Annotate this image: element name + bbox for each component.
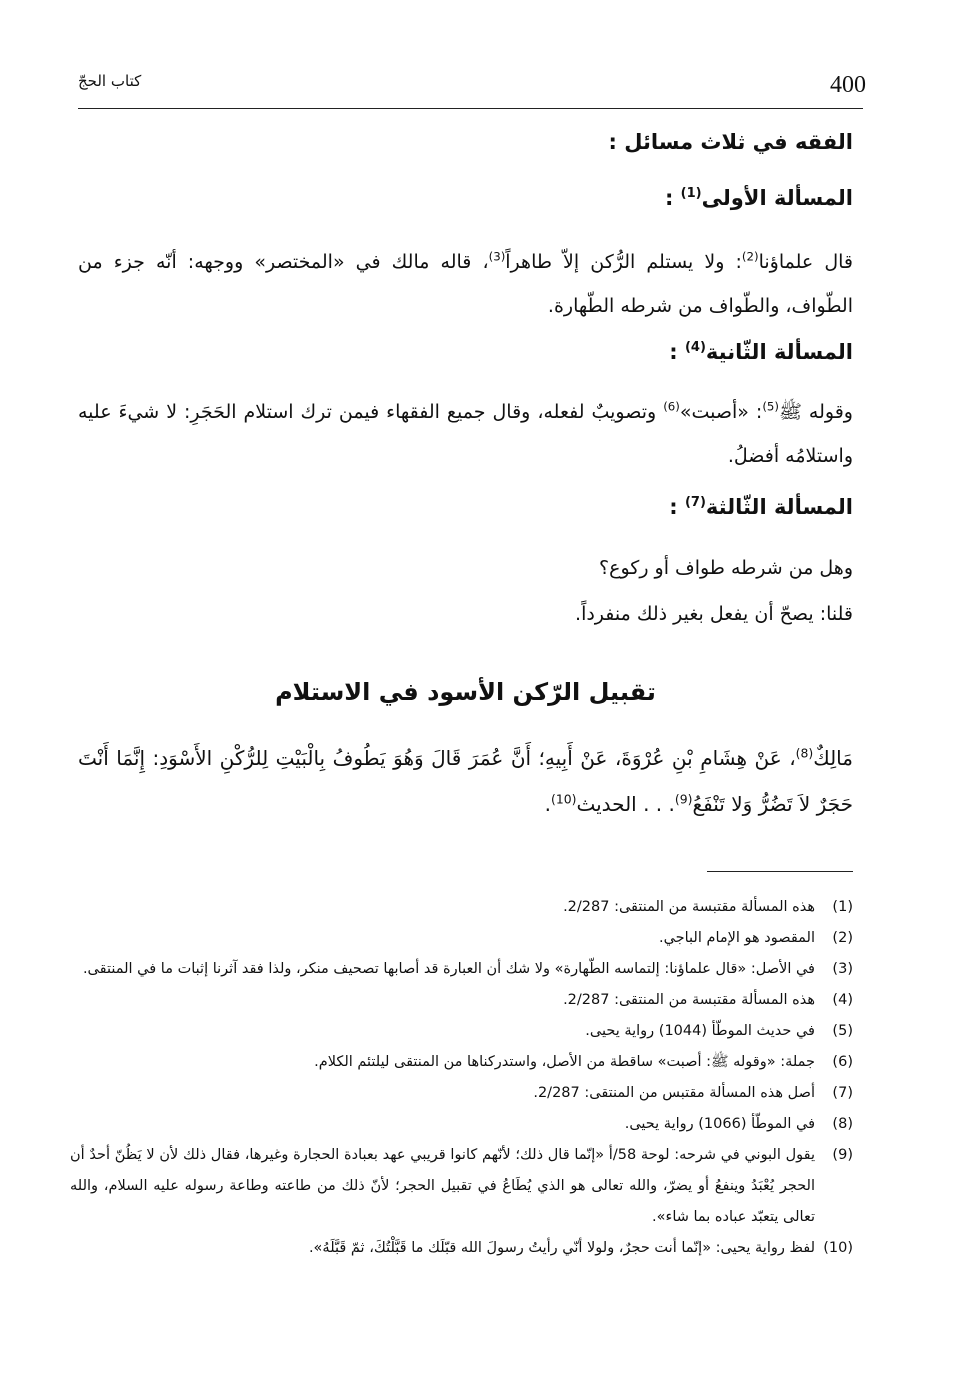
footnote-ref: (9) <box>674 791 693 807</box>
footnote-text: لفظ رواية يحيى: «إنّما أنت حجرٌ، ولولا أنّي رأيتُ رسولَ الله قبّلَك ما قَبَّلْتُكَ، ثمّ قَبَّلَهُ». <box>308 1240 815 1256</box>
footnote-number: (1) <box>832 899 853 915</box>
paragraph-text: وقوله ﷺ <box>779 401 853 423</box>
footnote-item <box>70 1047 853 1078</box>
footnote-item <box>70 1109 853 1140</box>
question-3-line <box>78 557 853 579</box>
footnote-item <box>70 985 853 1016</box>
question-2-heading <box>78 340 853 364</box>
footnote-number: (6) <box>832 1054 853 1070</box>
section-heading <box>78 130 853 154</box>
chapter-title-text: تقبيل الرّكن الأسود في الاستلام <box>275 678 656 706</box>
heading-colon: : <box>664 186 681 210</box>
footnote-item <box>70 1078 853 1109</box>
footnote-item <box>70 923 853 954</box>
header-rule <box>78 108 863 109</box>
footnote-number: (2) <box>832 930 853 946</box>
answer-line <box>78 603 853 625</box>
footnote-ref: (10) <box>551 791 577 807</box>
footnote-number: (4) <box>832 992 853 1008</box>
footnote-ref: (8) <box>795 745 814 761</box>
question-3-title: المسألة الثّالثة <box>705 495 853 519</box>
paragraph-text: وهل من شرطه طواف أو ركوع؟ <box>599 557 853 579</box>
question-1-paragraph <box>78 240 853 328</box>
footnote-text: هذه المسألة مقتبسة من المنتقى: 2/287. <box>563 899 815 915</box>
footnote-number: (9) <box>832 1147 853 1163</box>
footnotes <box>70 892 853 1264</box>
footnote-ref: (1) <box>680 186 702 201</box>
hadith-body: . <box>544 792 551 816</box>
section-heading-text: الفقه في ثلاث مسائل : <box>608 130 853 154</box>
hadith-body: ، عَنْ هِشَامِ بْنِ عُرْوَةَ، عَنْ أَبِيهِ؛ أَنَّ عُمَرَ قَالَ وَهُوَ يَطُوفُ بِالْبَيْتِ لِلرُّكْنِ الأَسْوَدِ: إِنَّمَا أَنْتَ حَجَرٌ لاَ تَضُرُّ وَلا تَنْفَعُ <box>78 746 853 816</box>
chapter-title <box>78 678 853 706</box>
paragraph-text: ، قاله مالك في «المختصر» ووجهه: أنّه جزء من الطّواف، والطّواف من شرطه الطّهارة. <box>78 251 853 317</box>
footnote-text: في الموطّأ (1066) رواية يحيى. <box>624 1116 815 1132</box>
paragraph-text: قال علماؤنا <box>758 251 853 273</box>
heading-colon: : <box>669 340 685 364</box>
footnote-text: في الأصل: «قال علماؤنا: إلتماسه الطّهارة» ولا شك أن العبارة قد أصابها تصحيف منكر، ولذا فقد آثرنا إثبات ما في المنتقى. <box>82 961 815 977</box>
page-header <box>78 62 866 108</box>
hadith-text <box>78 735 853 827</box>
footnote-text: المقصود هو الإمام الباجي. <box>658 930 815 946</box>
footnote-ref: (4) <box>684 340 706 355</box>
footnote-ref: (3) <box>488 249 506 264</box>
footnote-text: هذه المسألة مقتبسة من المنتقى: 2/287. <box>563 992 815 1008</box>
footnote-rule <box>707 871 853 872</box>
footnote-number: (8) <box>832 1116 853 1132</box>
footnote-text: يقول البوني في شرحه: لوحة 58/أ «إنّما قال ذلك؛ لأنّهم كانوا قريبي عهد بعبادة الحجارة وغيرها، فقال ذلك لأن لا يَظُنّ أحدٌ أن الحجر يُعْبَدُ وينفعُ أو يضرّ، والله تعالى هو الذي يُطَاعُ في تقبيل الحجر؛ لأنّ ذلك من طاعته وطاعة رسوله عليه السلام، والله تعالى يتعبّد عباده بما شاء». <box>70 1147 815 1225</box>
question-3-heading <box>78 495 853 519</box>
narrator-name: مَالِكٌ <box>813 746 853 770</box>
footnote-item <box>70 954 853 985</box>
paragraph-text: : «أصبت» <box>679 401 763 423</box>
question-2-title: المسألة الثّانية <box>705 340 853 364</box>
footnote-ref: (7) <box>684 495 706 510</box>
paragraph-text: وتصويبٌ لفعله، وقال جميع الفقهاء فيمن ترك استلام الحَجَرِ: لا شيءَ عليه واستلامُه أفضلُ. <box>78 401 853 467</box>
footnote-text: في حديث الموطّأ (1044) رواية يحيى. <box>585 1023 815 1039</box>
footnote-text: أصل هذه المسألة مقتبس من المنتقى: 2/287. <box>533 1085 815 1101</box>
footnote-number: (5) <box>832 1023 853 1039</box>
footnote-ref: (5) <box>762 399 779 414</box>
question-1-heading <box>78 186 853 210</box>
footnote-number: (10) <box>823 1240 853 1256</box>
question-1-title: المسألة الأولى <box>701 186 853 210</box>
footnote-item <box>70 1233 853 1264</box>
footnote-number: (7) <box>832 1085 853 1101</box>
footnote-ref: (2) <box>741 249 759 264</box>
paragraph-text: قلنا: يصحّ أن يفعل بغير ذلك منفرداً. <box>575 603 853 625</box>
footnote-item <box>70 1016 853 1047</box>
heading-colon: : <box>669 495 685 519</box>
footnote-ref: (6) <box>663 399 680 414</box>
footnote-text: جملة: «وقوله ﷺ: أصبت» ساقطة من الأصل، واستدركناها من المنتقى ليلتئم الكلام. <box>314 1054 815 1070</box>
page-number: 400 <box>830 72 866 98</box>
running-title: كتاب الحجّ <box>78 72 142 90</box>
footnote-item <box>70 1140 853 1233</box>
footnote-item <box>70 892 853 923</box>
hadith-body: . . . الحديث <box>576 792 675 816</box>
footnote-number: (3) <box>832 961 853 977</box>
question-2-paragraph <box>78 390 853 478</box>
paragraph-text: : ولا يستلم الرُّكن إلاّ طاهراً <box>505 251 742 273</box>
